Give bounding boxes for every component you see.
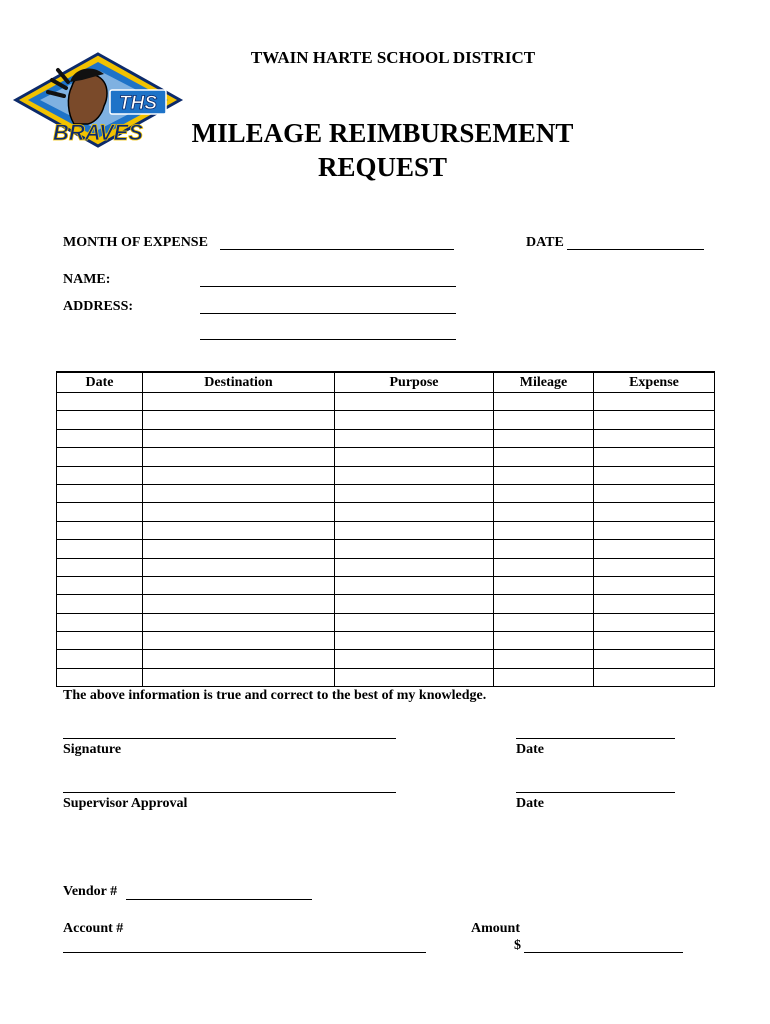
account-field[interactable] — [63, 951, 426, 953]
table-cell-expense[interactable] — [594, 668, 715, 686]
table-cell-mileage[interactable] — [494, 558, 594, 576]
signature-label: Signature — [63, 742, 122, 757]
table-cell-date[interactable] — [57, 576, 143, 594]
table-cell-destination[interactable] — [143, 429, 335, 447]
table-cell-purpose[interactable] — [335, 540, 494, 558]
table-row — [57, 429, 715, 447]
logo-braves-text: BRAVES — [52, 120, 144, 145]
table-cell-purpose[interactable] — [335, 466, 494, 484]
table-cell-date[interactable] — [57, 393, 143, 411]
table-cell-mileage[interactable] — [494, 429, 594, 447]
table-cell-date[interactable] — [57, 558, 143, 576]
table-cell-date[interactable] — [57, 595, 143, 613]
table-cell-purpose[interactable] — [335, 613, 494, 631]
table-cell-destination[interactable] — [143, 558, 335, 576]
signature-date-label: Date — [516, 742, 544, 757]
mileage-table — [56, 371, 715, 687]
name-field[interactable] — [200, 285, 456, 287]
table-cell-purpose[interactable] — [335, 484, 494, 502]
table-cell-date[interactable] — [57, 650, 143, 668]
table-cell-destination[interactable] — [143, 576, 335, 594]
table-cell-mileage[interactable] — [494, 668, 594, 686]
table-cell-purpose[interactable] — [335, 558, 494, 576]
table-cell-purpose[interactable] — [335, 448, 494, 466]
table-cell-expense[interactable] — [594, 576, 715, 594]
date-label: DATE — [526, 235, 564, 250]
table-cell-purpose[interactable] — [335, 650, 494, 668]
certification-statement: The above information is true and correct to the best of my knowledge. — [63, 688, 487, 703]
column-header-destination: Destination — [143, 372, 335, 393]
table-cell-purpose[interactable] — [335, 393, 494, 411]
table-row — [57, 521, 715, 539]
table-cell-purpose[interactable] — [335, 595, 494, 613]
table-cell-date[interactable] — [57, 411, 143, 429]
date-field[interactable] — [567, 248, 704, 250]
dollar-sign: $ — [514, 938, 521, 953]
table-cell-mileage[interactable] — [494, 448, 594, 466]
table-cell-destination[interactable] — [143, 484, 335, 502]
table-cell-date[interactable] — [57, 521, 143, 539]
name-label: NAME: — [63, 272, 111, 287]
table-cell-date[interactable] — [57, 503, 143, 521]
table-cell-expense[interactable] — [594, 429, 715, 447]
account-label: Account # — [63, 921, 124, 936]
table-cell-date[interactable] — [57, 448, 143, 466]
table-cell-mileage[interactable] — [494, 613, 594, 631]
table-cell-mileage[interactable] — [494, 576, 594, 594]
table-cell-date[interactable] — [57, 613, 143, 631]
table-cell-mileage[interactable] — [494, 503, 594, 521]
table-cell-destination[interactable] — [143, 595, 335, 613]
table-cell-purpose[interactable] — [335, 632, 494, 650]
table-cell-mileage[interactable] — [494, 411, 594, 429]
signature-line[interactable] — [63, 737, 396, 739]
amount-label: Amount — [471, 921, 521, 936]
table-row — [57, 650, 715, 668]
form-title — [150, 116, 615, 184]
amount-field[interactable] — [524, 951, 683, 953]
vendor-label: Vendor # — [63, 884, 118, 899]
table-cell-destination[interactable] — [143, 613, 335, 631]
table-cell-expense[interactable] — [594, 466, 715, 484]
table-cell-purpose[interactable] — [335, 503, 494, 521]
table-cell-expense[interactable] — [594, 632, 715, 650]
table-row — [57, 503, 715, 521]
vendor-field[interactable] — [126, 898, 312, 900]
table-cell-destination[interactable] — [143, 393, 335, 411]
supervisor-date-label: Date — [516, 796, 544, 811]
table-cell-destination[interactable] — [143, 540, 335, 558]
table-cell-mileage[interactable] — [494, 650, 594, 668]
table-cell-mileage[interactable] — [494, 521, 594, 539]
table-cell-purpose[interactable] — [335, 521, 494, 539]
table-cell-purpose[interactable] — [335, 668, 494, 686]
column-header-expense: Expense — [594, 372, 715, 393]
table-cell-date[interactable] — [57, 632, 143, 650]
table-cell-destination[interactable] — [143, 632, 335, 650]
table-cell-date[interactable] — [57, 484, 143, 502]
table-row — [57, 558, 715, 576]
table-cell-purpose[interactable] — [335, 429, 494, 447]
table-cell-date[interactable] — [57, 540, 143, 558]
table-cell-destination[interactable] — [143, 521, 335, 539]
table-cell-expense[interactable] — [594, 595, 715, 613]
table-cell-purpose[interactable] — [335, 576, 494, 594]
form-title-line2: REQUEST — [317, 152, 448, 182]
address-field-line2[interactable] — [200, 338, 456, 340]
signature-date-line[interactable] — [516, 737, 675, 739]
table-cell-purpose[interactable] — [335, 411, 494, 429]
table-cell-expense[interactable] — [594, 411, 715, 429]
table-cell-mileage[interactable] — [494, 540, 594, 558]
table-cell-expense[interactable] — [594, 558, 715, 576]
table-row — [57, 393, 715, 411]
table-cell-expense[interactable] — [594, 393, 715, 411]
table-cell-expense[interactable] — [594, 448, 715, 466]
table-cell-destination[interactable] — [143, 503, 335, 521]
table-cell-destination[interactable] — [143, 668, 335, 686]
table-row — [57, 632, 715, 650]
address-field-line1[interactable] — [200, 312, 456, 314]
table-cell-mileage[interactable] — [494, 632, 594, 650]
table-row — [57, 466, 715, 484]
table-cell-destination[interactable] — [143, 466, 335, 484]
table-cell-expense[interactable] — [594, 613, 715, 631]
table-cell-mileage[interactable] — [494, 466, 594, 484]
table-cell-expense[interactable] — [594, 540, 715, 558]
table-row — [57, 595, 715, 613]
table-cell-mileage[interactable] — [494, 595, 594, 613]
supervisor-date-line[interactable] — [516, 791, 675, 793]
table-row — [57, 540, 715, 558]
table-cell-mileage[interactable] — [494, 393, 594, 411]
table-cell-mileage[interactable] — [494, 484, 594, 502]
table-cell-destination[interactable] — [143, 448, 335, 466]
table-row — [57, 613, 715, 631]
table-cell-expense[interactable] — [594, 503, 715, 521]
supervisor-approval-line[interactable] — [63, 791, 396, 793]
table-header-row — [57, 372, 715, 393]
table-cell-date[interactable] — [57, 668, 143, 686]
table-cell-expense[interactable] — [594, 650, 715, 668]
form-title-line1: MILEAGE REIMBURSEMENT — [191, 118, 574, 148]
table-cell-destination[interactable] — [143, 411, 335, 429]
table-row — [57, 668, 715, 686]
month-of-expense-label: MONTH OF EXPENSE — [63, 235, 208, 250]
month-of-expense-field[interactable] — [220, 248, 454, 250]
table-cell-destination[interactable] — [143, 650, 335, 668]
table-cell-expense[interactable] — [594, 521, 715, 539]
table-row — [57, 484, 715, 502]
table-row — [57, 448, 715, 466]
column-header-purpose: Purpose — [335, 372, 494, 393]
address-label: ADDRESS: — [63, 299, 134, 314]
table-row — [57, 411, 715, 429]
table-row — [57, 576, 715, 594]
logo-ths-text: THS — [119, 93, 157, 114]
column-header-mileage: Mileage — [494, 372, 594, 393]
column-header-date: Date — [57, 372, 143, 393]
supervisor-approval-label: Supervisor Approval — [63, 796, 188, 811]
table-cell-expense[interactable] — [594, 484, 715, 502]
table-cell-date[interactable] — [57, 429, 143, 447]
district-name: TWAIN HARTE SCHOOL DISTRICT — [250, 48, 536, 67]
table-cell-date[interactable] — [57, 466, 143, 484]
